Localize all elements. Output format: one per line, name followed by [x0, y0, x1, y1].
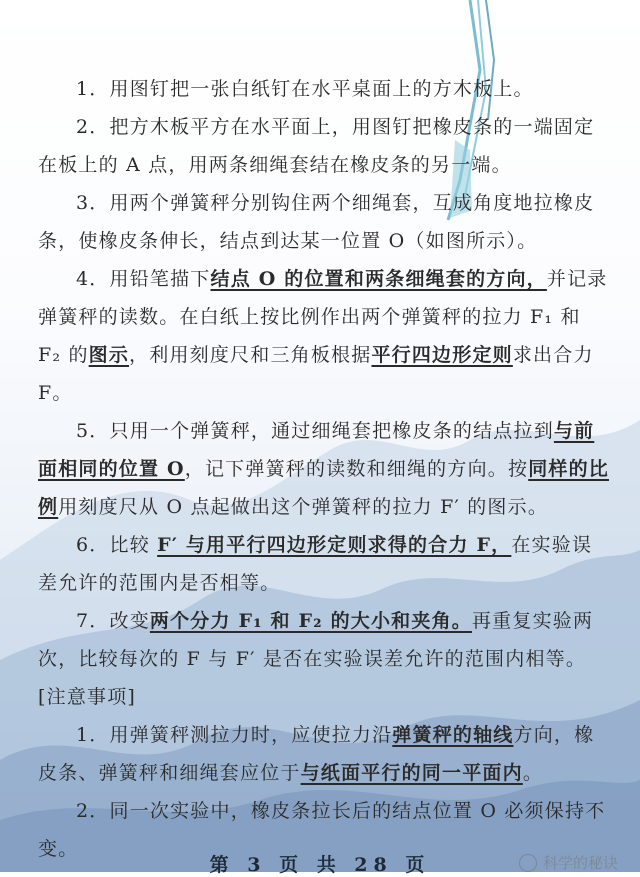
- text-segment: 5．只用一个弹簧秤，通过细绳套把橡皮条的结点拉到: [76, 420, 554, 442]
- paragraph: [38, 70, 610, 108]
- watermark-text: 科学的秘诀: [542, 854, 618, 872]
- document-body: [38, 70, 610, 868]
- text-segment: 1．用图钉把一张白纸钉在水平桌面上的方木板上。: [76, 78, 534, 100]
- underlined-key-phrase: 与前面相同的位置 O: [38, 420, 595, 480]
- text-segment: 2．同一次实验中，橡皮条拉长后的结点位置 O 必须保持不变。: [38, 800, 606, 860]
- text-segment: [注意事项]: [38, 686, 137, 708]
- paragraph: [38, 184, 610, 260]
- wechat-logo-icon: [519, 854, 537, 872]
- text-segment: 。: [522, 762, 544, 784]
- underlined-key-phrase: 两个分力 F₁ 和 F₂ 的大小和夹角。: [149, 610, 472, 632]
- paragraph: [38, 526, 610, 602]
- text-segment: 方向，橡皮条、弹簧秤和细绳套应位于: [38, 724, 595, 784]
- text-segment: 4．用铅笔描下: [76, 268, 211, 290]
- text-segment: 再重复实验两次，比较每次的 F 与 F′ 是否在实验误差允许的范围内相等。: [38, 610, 594, 670]
- paragraph: [38, 716, 610, 792]
- text-segment: ，利用刻度尺和三角板根据: [129, 344, 372, 366]
- watermark: [519, 852, 618, 873]
- text-segment: 求出合力 F。: [38, 344, 594, 404]
- text-segment: 7．改变: [76, 610, 150, 632]
- underlined-key-phrase: 与纸面平行的同一平面内: [300, 762, 523, 784]
- section-heading: [38, 678, 610, 716]
- text-segment: 2．把方木板平方在水平面上，用图钉把橡皮条的一端固定在板上的 A 点，用两条细绳套结在橡皮条的另一端。: [38, 116, 595, 176]
- paragraph: [38, 260, 610, 412]
- underlined-key-phrase: 弹簧秤的轴线: [392, 724, 514, 746]
- text-segment: ，记下弹簧秤的读数和细绳的方向。按: [184, 458, 529, 480]
- paragraph: [38, 602, 610, 678]
- text-segment: 并记录弹簧秤的读数。在白纸上按比例作出两个弹簧秤的拉力 F₁ 和 F₂ 的: [38, 268, 608, 366]
- underlined-key-phrase: 结点 O 的位置和两条细绳套的方向，: [210, 268, 547, 290]
- paragraph: [38, 108, 610, 184]
- underlined-key-phrase: 同样的比例: [38, 458, 609, 518]
- underlined-key-phrase: F′ 与用平行四边形定则求得的合力 F，: [157, 534, 512, 556]
- underlined-key-phrase: 图示: [88, 344, 130, 366]
- underlined-key-phrase: 平行四边形定则: [371, 344, 513, 366]
- text-segment: 6．比较: [76, 534, 158, 556]
- text-segment: 1．用弹簧秤测拉力时，应使拉力沿: [76, 724, 393, 746]
- text-segment: 3．用两个弹簧秤分别钩住两个细绳套，互成角度地拉橡皮条，使橡皮条伸长，结点到达某一位置 O（如图所示）。: [38, 192, 595, 252]
- text-segment: 用刻度尺从 O 点起做出这个弹簧秤的拉力 F′ 的图示。: [58, 496, 549, 518]
- text-segment: 在实验误差允许的范围内是否相等。: [38, 534, 593, 594]
- page-number-footer: 第 3 页 共 28 页: [209, 854, 431, 876]
- paragraph: [38, 412, 610, 526]
